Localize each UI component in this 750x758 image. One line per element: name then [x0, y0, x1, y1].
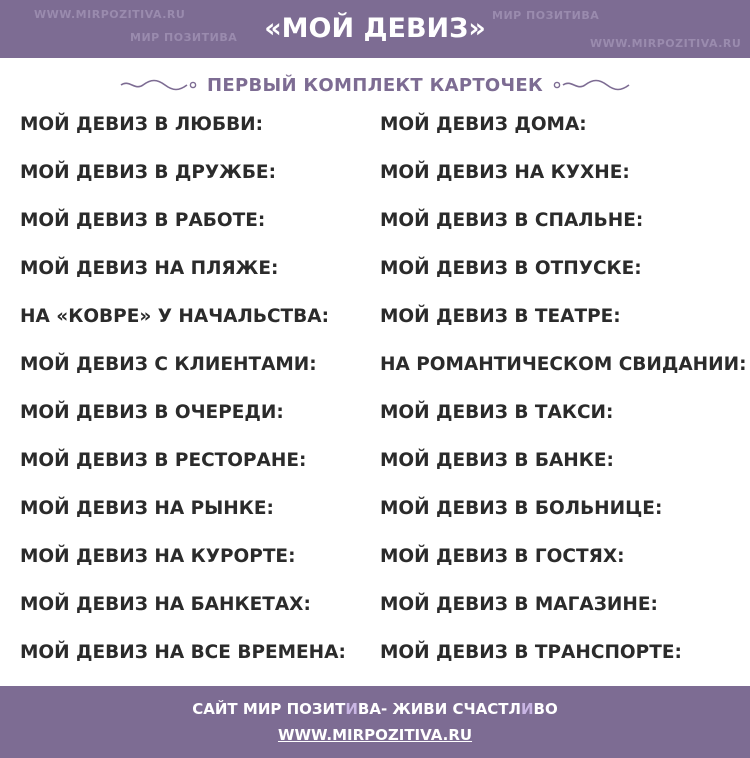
motto-item-right: МОЙ ДЕВИЗ В ТАКСИ:: [380, 402, 614, 423]
page-title: «МОЙ ДЕВИЗ»: [264, 13, 486, 44]
motto-item-left: МОЙ ДЕВИЗ В ЛЮБВИ:: [20, 114, 264, 135]
motto-item-left: МОЙ ДЕВИЗ В РАБОТЕ:: [20, 210, 266, 231]
footer-banner: [0, 686, 750, 758]
flourish-left-icon: [119, 78, 199, 92]
motto-item-left: МОЙ ДЕВИЗ В ОЧЕРЕДИ:: [20, 402, 284, 423]
motto-item-right: МОЙ ДЕВИЗ В БОЛЬНИЦЕ:: [380, 498, 663, 519]
motto-item-left: МОЙ ДЕВИЗ НА ВСЕ ВРЕМЕНА:: [20, 642, 346, 663]
watermark-text: МИР ПОЗИТИВА: [492, 9, 600, 22]
subtitle: ПЕРВЫЙ КОМПЛЕКТ КАРТОЧЕК: [207, 74, 543, 96]
watermark-text: WWW.MIRPOZITIVA.RU: [590, 37, 742, 50]
slogan-part: ВА- ЖИВИ СЧАСТЛ: [357, 700, 521, 718]
motto-item-left: НА «КОВРЕ» У НАЧАЛЬСТВА:: [20, 306, 329, 327]
motto-item-left: МОЙ ДЕВИЗ В ДРУЖБЕ:: [20, 162, 276, 183]
motto-item-right: МОЙ ДЕВИЗ НА КУХНЕ:: [380, 162, 630, 183]
motto-item-left: МОЙ ДЕВИЗ НА БАНКЕТАХ:: [20, 594, 311, 615]
slogan-accent-letter: И: [345, 700, 358, 718]
motto-item-right: МОЙ ДЕВИЗ ДОМА:: [380, 114, 587, 135]
footer-slogan: [0, 698, 750, 720]
motto-item-right: МОЙ ДЕВИЗ В ТРАНСПОРТЕ:: [380, 642, 682, 663]
motto-item-left: МОЙ ДЕВИЗ НА КУРОРТЕ:: [20, 546, 296, 567]
motto-item-right: МОЙ ДЕВИЗ В МАГАЗИНЕ:: [380, 594, 658, 615]
motto-item-right: МОЙ ДЕВИЗ В ГОСТЯХ:: [380, 546, 625, 567]
motto-item-left: МОЙ ДЕВИЗ С КЛИЕНТАМИ:: [20, 354, 317, 375]
motto-item-right: МОЙ ДЕВИЗ В ТЕАТРЕ:: [380, 306, 621, 327]
motto-item-left: МОЙ ДЕВИЗ НА РЫНКЕ:: [20, 498, 274, 519]
site-link[interactable]: WWW.MIRPOZITIVA.RU: [277, 726, 473, 744]
watermark-text: WWW.MIRPOZITIVA.RU: [34, 8, 186, 21]
header-banner: [0, 0, 750, 58]
slogan-part: ВО: [533, 700, 558, 718]
slogan-part: САЙТ МИР ПОЗИТ: [192, 700, 346, 718]
motto-item-right: МОЙ ДЕВИЗ В ОТПУСКЕ:: [380, 258, 642, 279]
slogan-accent-letter: И: [520, 700, 534, 718]
motto-item-left: МОЙ ДЕВИЗ НА ПЛЯЖЕ:: [20, 258, 279, 279]
motto-item-right: МОЙ ДЕВИЗ В СПАЛЬНЕ:: [380, 210, 644, 231]
motto-item-right: НА РОМАНТИЧЕСКОМ СВИДАНИИ:: [380, 354, 747, 375]
watermark-text: МИР ПОЗИТИВА: [130, 31, 238, 44]
motto-item-left: МОЙ ДЕВИЗ В РЕСТОРАНЕ:: [20, 450, 307, 471]
motto-item-right: МОЙ ДЕВИЗ В БАНКЕ:: [380, 450, 614, 471]
flourish-right-icon: [551, 78, 631, 92]
subtitle-row: [0, 72, 750, 98]
